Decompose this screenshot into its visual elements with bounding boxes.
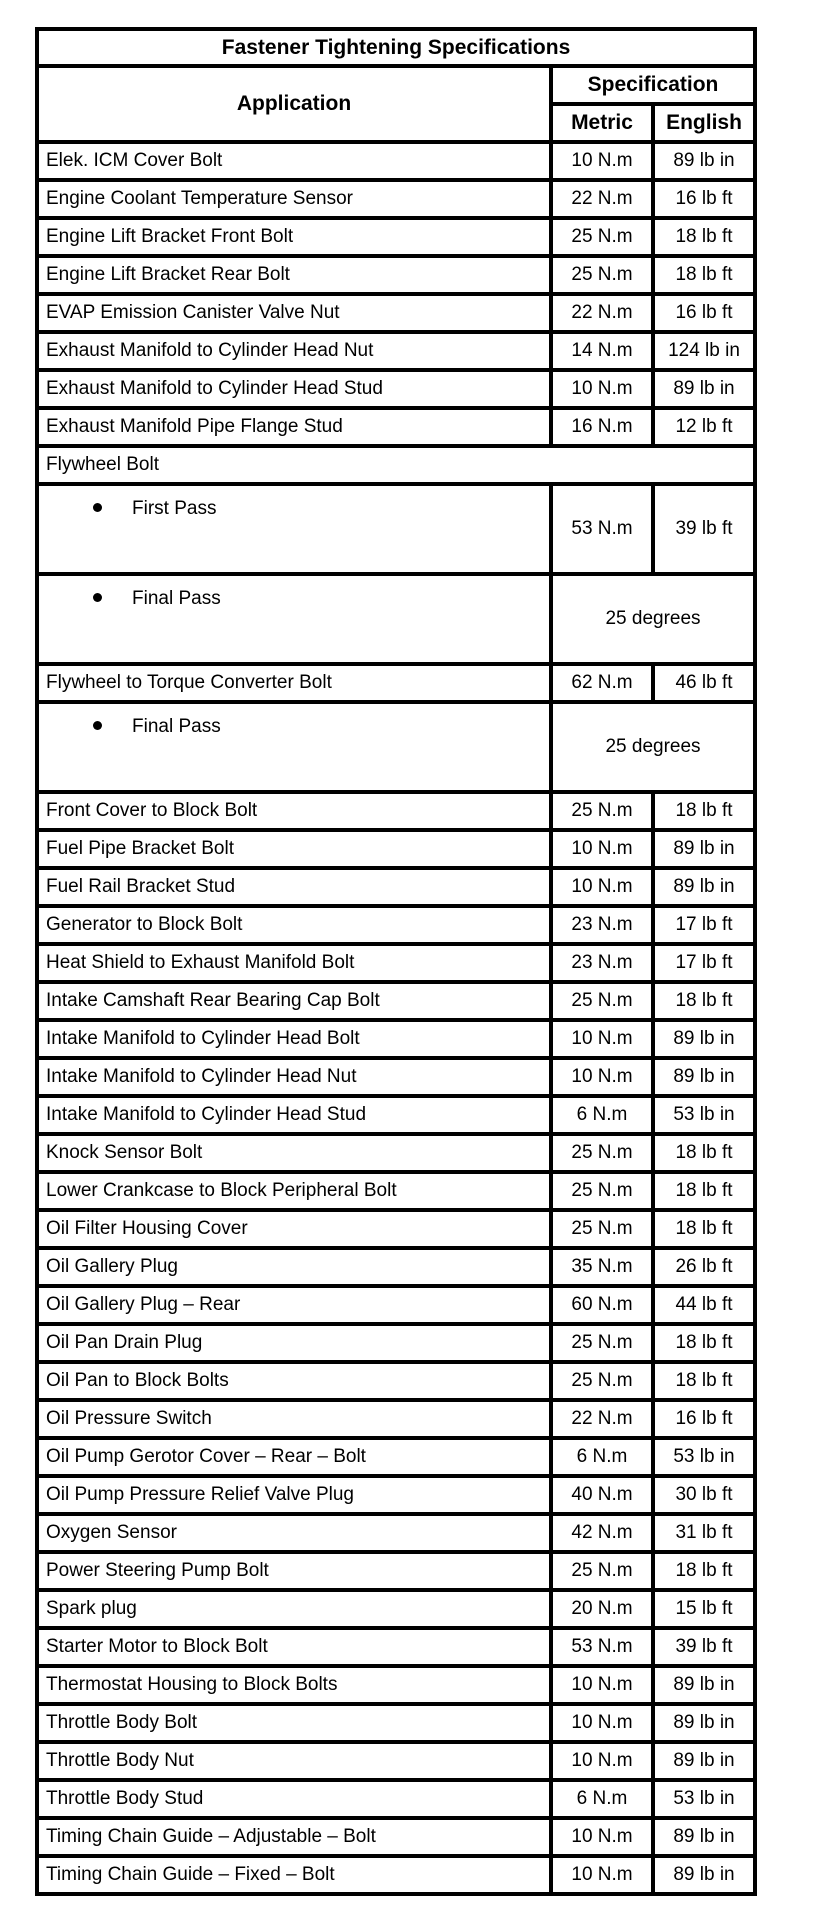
application-cell: Elek. ICM Cover Bolt [37,142,551,180]
english-value-cell: 18 lb ft [653,1134,755,1172]
metric-value-cell: 53 N.m [551,1628,653,1666]
table-row [37,1210,755,1248]
metric-value-cell: 42 N.m [551,1514,653,1552]
english-value-cell: 39 lb ft [653,484,755,574]
application-cell: Fuel Rail Bracket Stud [37,868,551,906]
table-row [37,294,755,332]
table-row [37,1020,755,1058]
application-cell [37,484,551,574]
english-value-cell: 46 lb ft [653,664,755,702]
application-cell: Exhaust Manifold to Cylinder Head Nut [37,332,551,370]
english-value-cell: 53 lb in [653,1780,755,1818]
english-value-cell: 17 lb ft [653,944,755,982]
english-value-cell: 18 lb ft [653,256,755,294]
application-cell: Flywheel Bolt [37,446,755,484]
table-row [37,142,755,180]
table-row [37,256,755,294]
table-row [37,332,755,370]
english-value-cell: 18 lb ft [653,1210,755,1248]
table-body [37,142,755,1894]
english-value-cell: 18 lb ft [653,1362,755,1400]
table-row [37,906,755,944]
english-value-cell: 18 lb ft [653,982,755,1020]
english-value-cell: 89 lb in [653,1856,755,1894]
fastener-specs-table [35,27,757,1896]
table-row [37,664,755,702]
table-row [37,1704,755,1742]
metric-value-cell: 10 N.m [551,830,653,868]
table-row [37,944,755,982]
application-cell: Oil Pressure Switch [37,1400,551,1438]
metric-value-cell: 25 N.m [551,256,653,294]
table-row [37,1552,755,1590]
application-cell [37,574,551,664]
metric-value-cell: 10 N.m [551,1818,653,1856]
table-row [37,1818,755,1856]
application-cell: Heat Shield to Exhaust Manifold Bolt [37,944,551,982]
english-value-cell: 31 lb ft [653,1514,755,1552]
english-column-header: English [653,104,755,142]
table-row [37,1742,755,1780]
table-row [37,1134,755,1172]
english-value-cell: 89 lb in [653,1742,755,1780]
application-cell: Starter Motor to Block Bolt [37,1628,551,1666]
english-value-cell: 18 lb ft [653,1324,755,1362]
application-cell: Oil Filter Housing Cover [37,1210,551,1248]
application-cell: Generator to Block Bolt [37,906,551,944]
merged-spec-cell: 25 degrees [551,702,755,792]
application-cell: Oxygen Sensor [37,1514,551,1552]
bullet-icon [93,593,102,602]
english-value-cell: 18 lb ft [653,218,755,256]
english-value-cell: 16 lb ft [653,294,755,332]
metric-value-cell: 25 N.m [551,1552,653,1590]
metric-value-cell: 10 N.m [551,1666,653,1704]
application-cell: Throttle Body Bolt [37,1704,551,1742]
english-value-cell: 124 lb in [653,332,755,370]
metric-value-cell: 23 N.m [551,906,653,944]
english-value-cell: 53 lb in [653,1096,755,1134]
application-cell: Spark plug [37,1590,551,1628]
table-row [37,1438,755,1476]
table-row [37,180,755,218]
metric-value-cell: 53 N.m [551,484,653,574]
table-title: Fastener Tightening Specifications [37,29,755,66]
metric-value-cell: 25 N.m [551,1134,653,1172]
application-cell: Flywheel to Torque Converter Bolt [37,664,551,702]
table-row [37,1286,755,1324]
english-value-cell: 26 lb ft [653,1248,755,1286]
application-cell: Timing Chain Guide – Adjustable – Bolt [37,1818,551,1856]
english-value-cell: 18 lb ft [653,1172,755,1210]
metric-value-cell: 25 N.m [551,1324,653,1362]
metric-value-cell: 10 N.m [551,1704,653,1742]
table-row [37,574,755,664]
metric-value-cell: 6 N.m [551,1096,653,1134]
application-cell: Throttle Body Nut [37,1742,551,1780]
english-value-cell: 89 lb in [653,830,755,868]
application-cell: Front Cover to Block Bolt [37,792,551,830]
bullet-icon [93,721,102,730]
metric-value-cell: 25 N.m [551,792,653,830]
metric-value-cell: 40 N.m [551,1476,653,1514]
application-cell: Engine Lift Bracket Front Bolt [37,218,551,256]
metric-value-cell: 10 N.m [551,868,653,906]
metric-value-cell: 10 N.m [551,1020,653,1058]
application-cell: Intake Manifold to Cylinder Head Stud [37,1096,551,1134]
metric-value-cell: 22 N.m [551,180,653,218]
table-row [37,1666,755,1704]
english-value-cell: 53 lb in [653,1438,755,1476]
table-row [37,1248,755,1286]
application-cell: Intake Manifold to Cylinder Head Bolt [37,1020,551,1058]
application-cell: Engine Coolant Temperature Sensor [37,180,551,218]
application-cell: Oil Pump Pressure Relief Valve Plug [37,1476,551,1514]
table-row [37,370,755,408]
table-row [37,1400,755,1438]
metric-value-cell: 22 N.m [551,294,653,332]
english-value-cell: 89 lb in [653,868,755,906]
metric-value-cell: 35 N.m [551,1248,653,1286]
application-cell: Oil Gallery Plug – Rear [37,1286,551,1324]
application-column-header: Application [37,66,551,142]
application-cell [37,702,551,792]
english-value-cell: 89 lb in [653,1704,755,1742]
english-value-cell: 18 lb ft [653,1552,755,1590]
header-row-specification [37,66,755,104]
table-row [37,868,755,906]
metric-column-header: Metric [551,104,653,142]
merged-spec-cell: 25 degrees [551,574,755,664]
metric-value-cell: 16 N.m [551,408,653,446]
english-value-cell: 89 lb in [653,142,755,180]
english-value-cell: 16 lb ft [653,180,755,218]
table-row [37,1172,755,1210]
english-value-cell: 17 lb ft [653,906,755,944]
specification-column-header: Specification [551,66,755,104]
table-row [37,484,755,574]
application-cell: Engine Lift Bracket Rear Bolt [37,256,551,294]
english-value-cell: 30 lb ft [653,1476,755,1514]
application-cell: Exhaust Manifold to Cylinder Head Stud [37,370,551,408]
metric-value-cell: 25 N.m [551,1172,653,1210]
application-cell: Exhaust Manifold Pipe Flange Stud [37,408,551,446]
english-value-cell: 44 lb ft [653,1286,755,1324]
metric-value-cell: 10 N.m [551,142,653,180]
english-value-cell: 12 lb ft [653,408,755,446]
table-row [37,218,755,256]
table-row [37,1476,755,1514]
application-cell: EVAP Emission Canister Valve Nut [37,294,551,332]
metric-value-cell: 25 N.m [551,1362,653,1400]
table-row [37,1324,755,1362]
english-value-cell: 89 lb in [653,1818,755,1856]
english-value-cell: 89 lb in [653,1058,755,1096]
application-label: First Pass [132,498,217,519]
metric-value-cell: 25 N.m [551,1210,653,1248]
english-value-cell: 39 lb ft [653,1628,755,1666]
application-cell: Oil Pan Drain Plug [37,1324,551,1362]
metric-value-cell: 6 N.m [551,1780,653,1818]
english-value-cell: 89 lb in [653,1666,755,1704]
metric-value-cell: 6 N.m [551,1438,653,1476]
application-cell: Timing Chain Guide – Fixed – Bolt [37,1856,551,1894]
application-label: Final Pass [132,716,221,737]
table-row [37,1590,755,1628]
application-cell: Oil Pan to Block Bolts [37,1362,551,1400]
metric-value-cell: 25 N.m [551,982,653,1020]
application-cell: Throttle Body Stud [37,1780,551,1818]
english-value-cell: 89 lb in [653,370,755,408]
table-row [37,408,755,446]
application-cell: Lower Crankcase to Block Peripheral Bolt [37,1172,551,1210]
table-row [37,1628,755,1666]
application-cell: Thermostat Housing to Block Bolts [37,1666,551,1704]
table-row [37,830,755,868]
table-row [37,1780,755,1818]
english-value-cell: 15 lb ft [653,1590,755,1628]
table-row [37,702,755,792]
application-cell: Oil Gallery Plug [37,1248,551,1286]
title-row [37,29,755,66]
english-value-cell: 89 lb in [653,1020,755,1058]
table-row [37,1362,755,1400]
application-cell: Knock Sensor Bolt [37,1134,551,1172]
application-cell: Power Steering Pump Bolt [37,1552,551,1590]
table-row [37,982,755,1020]
english-value-cell: 18 lb ft [653,792,755,830]
table-row [37,1856,755,1894]
metric-value-cell: 10 N.m [551,1058,653,1096]
metric-value-cell: 14 N.m [551,332,653,370]
bullet-icon [93,503,102,512]
metric-value-cell: 10 N.m [551,370,653,408]
table-row [37,1514,755,1552]
metric-value-cell: 10 N.m [551,1856,653,1894]
table-row [37,446,755,484]
application-cell: Fuel Pipe Bracket Bolt [37,830,551,868]
metric-value-cell: 25 N.m [551,218,653,256]
table-row [37,792,755,830]
application-cell: Oil Pump Gerotor Cover – Rear – Bolt [37,1438,551,1476]
application-cell: Intake Camshaft Rear Bearing Cap Bolt [37,982,551,1020]
application-cell: Intake Manifold to Cylinder Head Nut [37,1058,551,1096]
metric-value-cell: 60 N.m [551,1286,653,1324]
metric-value-cell: 62 N.m [551,664,653,702]
table-row [37,1058,755,1096]
application-label: Final Pass [132,588,221,609]
metric-value-cell: 10 N.m [551,1742,653,1780]
metric-value-cell: 23 N.m [551,944,653,982]
table-row [37,1096,755,1134]
metric-value-cell: 22 N.m [551,1400,653,1438]
english-value-cell: 16 lb ft [653,1400,755,1438]
metric-value-cell: 20 N.m [551,1590,653,1628]
